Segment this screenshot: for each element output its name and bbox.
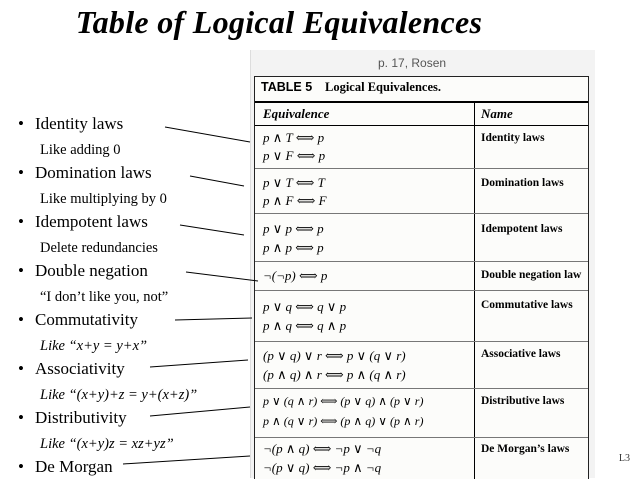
- equivalence-line: p ∧ F ⟺ F: [263, 193, 327, 208]
- bullet-distributivity: • Distributivity: [18, 408, 127, 427]
- bullet-domination-note: Like multiplying by 0: [40, 191, 167, 207]
- connector-line-commutativity: [175, 318, 252, 320]
- equivalence-line: p ∧ (q ∨ r) ⟺ (p ∧ q) ∨ (p ∧ r): [263, 414, 424, 428]
- equivalence-line: p ∧ p ⟺ p: [263, 240, 324, 255]
- equivalence-line: p ∨ q ⟺ q ∨ p: [263, 299, 347, 314]
- col-name: Name: [481, 106, 513, 121]
- table-number: TABLE 5: [261, 80, 313, 94]
- bullet-associativity-note: Like “(x+y)+z = y+(x+z)”: [40, 387, 198, 403]
- law-name: De Morgan’s laws: [481, 443, 570, 455]
- law-name: Distributive laws: [481, 395, 565, 407]
- equivalence-line: ¬(p ∨ q) ⟺ ¬p ∧ ¬q: [263, 460, 382, 475]
- equivalence-line: p ∨ T ⟺ T: [263, 175, 325, 190]
- col-equivalence: Equivalence: [263, 106, 330, 121]
- bullet-double-negation-note: “I don’t like you, not”: [40, 289, 169, 305]
- law-name: Associative laws: [481, 348, 561, 360]
- law-name: Idempotent laws: [481, 223, 563, 235]
- equivalence-line: ¬(p ∧ q) ⟺ ¬p ∨ ¬q: [263, 441, 382, 456]
- connector-line-distributivity: [150, 407, 250, 416]
- bullet-associativity: • Associativity: [18, 359, 125, 378]
- bullet-idempotent: • Idempotent laws: [18, 212, 148, 231]
- equivalence-line: p ∧ T ⟺ p: [263, 130, 325, 145]
- equivalence-line: p ∨ (q ∧ r) ⟺ (p ∨ q) ∧ (p ∨ r): [263, 394, 424, 408]
- equivalence-line: p ∨ F ⟺ p: [263, 148, 326, 163]
- law-name: Commutative laws: [481, 299, 573, 311]
- citation: p. 17, Rosen: [378, 56, 447, 70]
- equivalence-line: p ∧ q ⟺ q ∧ p: [263, 318, 347, 333]
- connector-line-idempotent: [180, 225, 244, 235]
- equivalence-line: ¬(¬p) ⟺ p: [263, 268, 328, 283]
- table-caption: Logical Equivalences.: [325, 80, 441, 94]
- connector-line-double-negation: [186, 272, 258, 281]
- law-name: Double negation law: [481, 269, 582, 281]
- bullet-commutativity: • Commutativity: [18, 310, 138, 329]
- law-name: Domination laws: [481, 177, 564, 189]
- equivalence-line: p ∨ p ⟺ p: [263, 221, 324, 236]
- connector-line-domination: [190, 176, 244, 186]
- slide-number: L3: [618, 453, 630, 464]
- law-name: Identity laws: [481, 132, 545, 144]
- bullet-distributivity-note: Like “(x+y)z = xz+yz”: [40, 436, 174, 452]
- bullet-idempotent-note: Delete redundancies: [40, 240, 158, 256]
- bullet-identity: • Identity laws: [18, 114, 124, 133]
- connector-line-identity: [165, 127, 250, 142]
- bullet-identity-note: Like adding 0: [40, 142, 121, 158]
- connector-line-de-morgan: [123, 456, 250, 464]
- bullet-double-negation: • Double negation: [18, 261, 148, 280]
- bullet-commutativity-note: Like “x+y = y+x”: [40, 338, 148, 354]
- equivalence-line: (p ∨ q) ∨ r ⟺ p ∨ (q ∨ r): [263, 348, 406, 363]
- connector-line-associativity: [150, 360, 248, 367]
- bullet-domination: • Domination laws: [18, 163, 152, 182]
- slide-title: Table of Logical Equivalences: [75, 4, 483, 40]
- equivalence-line: (p ∧ q) ∧ r ⟺ p ∧ (q ∧ r): [263, 367, 406, 382]
- bullet-de-morgan: • De Morgan: [18, 457, 113, 476]
